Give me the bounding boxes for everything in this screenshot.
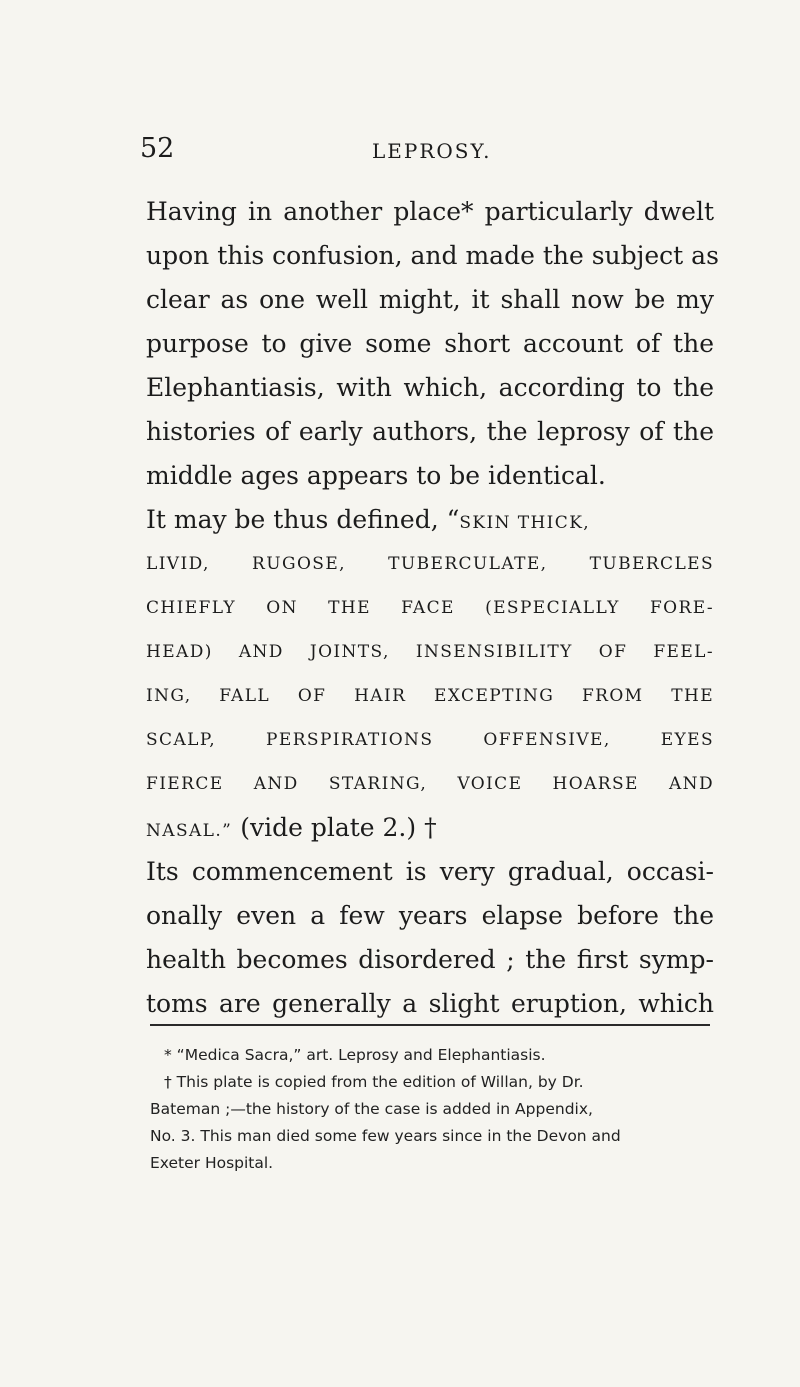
definition-line: LIVID, RUGOSE, TUBERCULATE, TUBERCLES xyxy=(146,554,714,574)
running-head xyxy=(140,134,718,174)
running-title: LEPROSY. xyxy=(372,139,492,163)
text-line: middle ages appears to be identical. xyxy=(146,461,606,490)
plate-reference: (vide plate 2.) † xyxy=(232,813,437,842)
footnote-line: Exeter Hospital. xyxy=(150,1154,274,1172)
footnote-line: † This plate is copied from the edition of Willan, by Dr. xyxy=(164,1073,584,1091)
text-line: purpose to give some short account of the xyxy=(146,329,714,358)
text-line: clear as one well might, it shall now be my xyxy=(146,285,714,314)
definition-line: ING, FALL OF HAIR EXCEPTING FROM THE xyxy=(146,686,714,706)
definition-line-first xyxy=(146,498,714,542)
definition-line: HEAD) AND JOINTS, INSENSIBILITY OF FEEL- xyxy=(146,642,714,662)
text-line: onally even a few years elapse before the xyxy=(146,901,714,930)
definition-line: FIERCE AND STARING, VOICE HOARSE AND xyxy=(146,774,714,794)
text-line: Its commencement is very gradual, occasi- xyxy=(146,857,714,886)
text-line: health becomes disordered ; the first symp- xyxy=(146,945,714,974)
page-number: 52 xyxy=(140,133,175,164)
body-text xyxy=(146,190,719,1026)
text-line: toms are generally a slight eruption, which xyxy=(146,989,714,1018)
text-line: histories of early authors, the leprosy of the xyxy=(146,417,714,446)
definition-end: NASAL.” xyxy=(146,821,233,841)
text-line: Elephantiasis, with which, according to the xyxy=(146,373,714,402)
definition-lead: It may be thus defined, “ xyxy=(146,505,460,534)
footnote-line: * “Medica Sacra,” art. Leprosy and Elephantiasis. xyxy=(164,1046,546,1064)
footnote-line: Bateman ;—the history of the case is added in Appendix, xyxy=(150,1100,593,1118)
text-line: Having in another place* particularly dwelt xyxy=(146,197,714,226)
footnote-line: No. 3. This man died some few years since in the Devon and xyxy=(150,1127,621,1145)
definition-line: SCALP, PERSPIRATIONS OFFENSIVE, EYES xyxy=(146,730,714,750)
definition-line: CHIEFLY ON THE FACE (ESPECIALLY FORE- xyxy=(146,598,714,618)
text-line: upon this confusion, and made the subject as xyxy=(146,241,719,270)
footnotes xyxy=(150,1042,712,1177)
footnote-divider xyxy=(150,1024,710,1026)
definition-start: SKIN THICK, xyxy=(459,513,591,533)
definition-line-last xyxy=(146,806,714,850)
